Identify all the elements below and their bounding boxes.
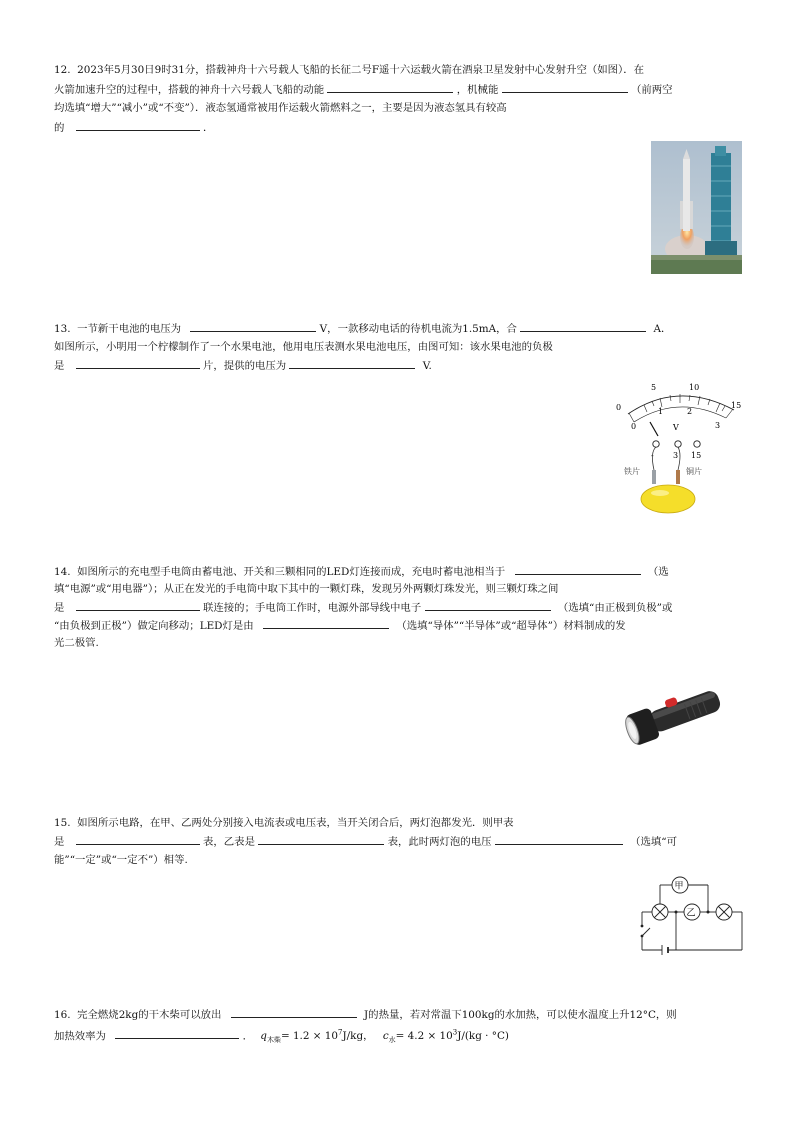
q14-text: （选 [647, 566, 669, 578]
meter-unit-label: V [673, 423, 679, 432]
q12-text: ，机械能 [456, 84, 499, 96]
flashlight-photo [622, 686, 728, 746]
q13-text: 是 [54, 360, 65, 372]
q13-blank-battery-voltage[interactable] [190, 321, 316, 332]
q12-line1: 12. 2023年5月30日9时31分，搭载神舟十六号载人飞船的长征二号F遥十六运载火箭在酒泉卫星发射中心发射升空（如图）．在 [54, 64, 644, 76]
meter-outer-tick: 10 [689, 383, 700, 392]
meter-outer-tick: 0 [616, 403, 622, 412]
q16-line1 [54, 1007, 677, 1022]
q12-blank-mechanical-energy[interactable] [502, 82, 628, 93]
q13-blank-current-amperes[interactable] [520, 321, 646, 332]
q16-blank-heat-released[interactable] [231, 1007, 357, 1018]
q12-blank-heat-value[interactable] [76, 120, 200, 131]
rocket-launch-photo [651, 141, 742, 274]
q13-text: A． [653, 323, 672, 335]
meter-outer-tick: 5 [651, 383, 657, 392]
q14-text: 14. 如图所示的充电型手电筒由蓄电池、开关和三颗相同的LED灯连接而成，充电时蓄电池相当于 [54, 566, 506, 578]
q15-text: 是 [54, 836, 65, 848]
q14-text: 联连接的；手电筒工作时，电源外部导线中电子 [203, 602, 422, 614]
q14-blank-led-material[interactable] [263, 618, 389, 629]
q15-text: 表，乙表是 [203, 836, 255, 848]
q15-line1: 15. 如图所示电路，在甲、乙两处分别接入电流表或电压表，当开关闭合后，两灯泡都发光．则甲表 [54, 817, 514, 829]
terminal-label: 3 [673, 451, 679, 460]
q16-text: ． [242, 1030, 253, 1043]
iron-plate-label: 铁片 [624, 467, 640, 476]
q12-line2 [54, 82, 673, 97]
lemon [641, 485, 695, 513]
q14-blank-battery-role[interactable] [515, 564, 641, 575]
terminal-15v [694, 441, 700, 447]
q12-line4 [54, 120, 213, 135]
q14-line2: 填“电源”或“用电器”）；从正在发光的手电筒中取下其中的一颗灯珠，发现另外两颗灯珠发光，则三颗灯珠之间 [54, 583, 559, 595]
q13-text: 片，提供的电压为 [203, 360, 287, 372]
q15-text: 表，此时两灯泡的电压 [387, 836, 492, 848]
terminal-negative [653, 441, 659, 447]
lemon-battery-figure [610, 378, 750, 514]
q12-text: ． [203, 122, 214, 134]
q14-line3 [54, 600, 672, 615]
meter-a-label: 甲 [674, 881, 684, 892]
q14-text: （选填“由正极到负极”或 [557, 602, 673, 614]
q16-text: 16. 完全燃烧2kg的干木柴可以放出 [54, 1009, 222, 1021]
q15-blank-meter-b[interactable] [258, 834, 384, 845]
meter-inner-tick: 2 [687, 407, 693, 416]
q14-line1 [54, 564, 669, 579]
terminal-label: 15 [691, 451, 702, 460]
meter-b-label: 乙 [686, 908, 696, 919]
terminal-3v [675, 441, 681, 447]
q15-text: （选填“可 [630, 836, 677, 848]
copper-plate [676, 470, 680, 484]
q16-formula-wood: $q_{木柴}= 1.2 \times 10^7J/kg$， [260, 1029, 374, 1045]
meter-needle [650, 422, 658, 436]
q15-blank-meter-a[interactable] [76, 834, 200, 845]
meter-inner-tick: 1 [658, 407, 664, 416]
q12-text: 的 [54, 122, 65, 134]
q12-text: （前两空 [630, 84, 673, 96]
q12-blank-kinetic-energy[interactable] [327, 82, 453, 93]
q16-text: 加热效率为 [54, 1030, 106, 1043]
q16-line2 [54, 1026, 509, 1048]
q14-line4 [54, 618, 626, 633]
q15-blank-voltage-equal[interactable] [495, 834, 623, 845]
q14-text: “由负极到正极”）做定向移动；LED灯是由 [54, 620, 254, 632]
iron-plate [652, 470, 656, 484]
q13-text: V，一款移动电话的待机电流为1.5mA，合 [319, 323, 517, 335]
q13-text: V. [422, 360, 432, 372]
terminal-label: - [651, 451, 654, 460]
q14-blank-electron-direction[interactable] [425, 600, 551, 611]
meter-inner-tick: 0 [631, 422, 637, 431]
q14-line5: 光二极管. [54, 637, 99, 649]
q12-line3: 均选填“增大”“减小”或“不变”）．液态氢通常被用作运载火箭燃料之一，主要是因为液态氢具有较高 [54, 102, 507, 114]
q14-blank-connection-type[interactable] [76, 600, 200, 611]
q13-text: 13. 一节新干电池的电压为 [54, 323, 182, 335]
copper-plate-label: 铜片 [686, 467, 702, 476]
q15-line3: 能”“一定”或“一定不”）相等. [54, 854, 188, 866]
meter-inner-tick: 3 [715, 421, 721, 430]
circuit-diagram [636, 876, 748, 958]
q13-line2: 如图所示，小明用一个柠檬制作了一个水果电池，他用电压表测水果电池电压，由图可知：该水果电池的负极 [54, 341, 553, 353]
q13-blank-voltage[interactable] [289, 358, 415, 369]
q13-blank-negative-electrode[interactable] [76, 358, 200, 369]
q14-text: 是 [54, 602, 65, 614]
q16-blank-efficiency[interactable] [115, 1028, 239, 1039]
meter-outer-tick: 15 [731, 401, 742, 410]
q16-text: J的热量，若对常温下100kg的水加热，可以使水温度上升12°C，则 [364, 1009, 677, 1021]
q16-formula-water: $c_水= 4.2 \times 10^3J/(kg \cdot ^\circ C)$ [382, 1029, 509, 1045]
q13-line3 [54, 358, 432, 373]
q15-line2 [54, 834, 677, 849]
q12-text: 火箭加速升空的过程中，搭载的神舟十六号载人飞船的动能 [54, 84, 325, 96]
q13-line1 [54, 321, 671, 336]
q14-text: （选填“导体”“半导体”或“超导体”）材料制成的发 [396, 620, 626, 632]
